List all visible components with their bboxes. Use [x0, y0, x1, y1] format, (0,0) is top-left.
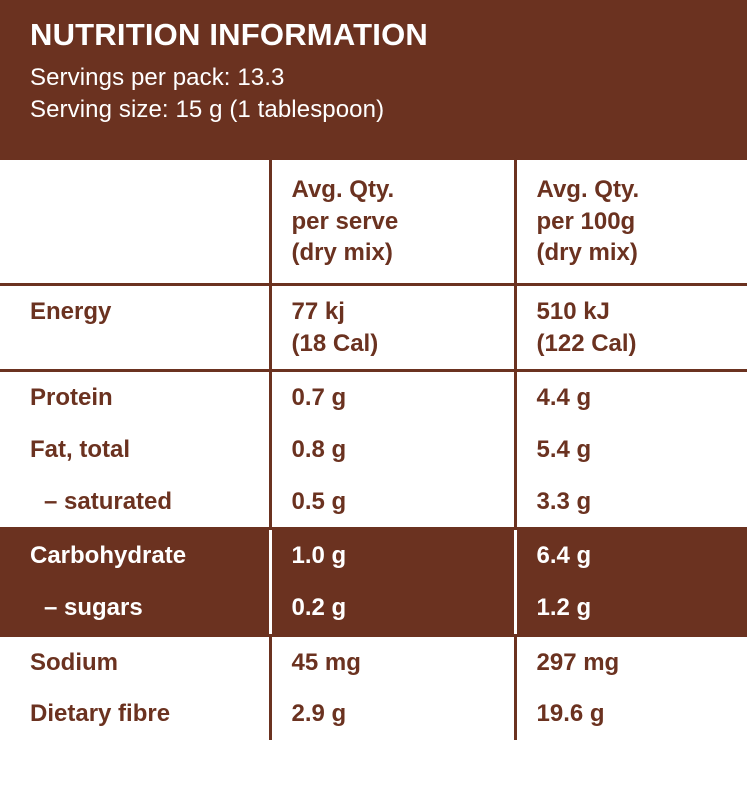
row-value-sodium-per-serve: 45 mg [270, 635, 515, 688]
column-header-blank [0, 160, 270, 285]
fat-saturated-label-text: – saturated [44, 487, 173, 515]
table-row-protein [0, 371, 747, 424]
table-row-sugars [0, 582, 747, 635]
column-header-per-serve-line3: (dry mix) [291, 239, 393, 267]
row-label-dietary-fibre: Dietary fibre [0, 688, 270, 740]
row-label-sugars [0, 582, 270, 635]
serving-size: Serving size: 15 g (1 tablespoon) [30, 96, 385, 124]
table-row-energy [0, 285, 747, 371]
column-header-per-100g-line3: (dry mix) [536, 239, 638, 267]
row-value-energy-per-100g [515, 285, 747, 371]
energy-per-serve-kj: 77 kj [291, 298, 345, 326]
row-label-sodium: Sodium [0, 635, 270, 688]
row-value-dietary-fibre-per-100g: 19.6 g [536, 700, 605, 728]
servings-per-pack: Servings per pack: 13.3 [30, 64, 285, 92]
energy-per-100g-cal: (122 Cal) [536, 329, 637, 357]
column-header-per-serve-line1: Avg. Qty. [291, 176, 395, 203]
column-header-per-100g-line2: per 100g [536, 207, 636, 235]
column-header-per-100g-line1: Avg. Qty. [536, 176, 640, 203]
row-value-protein-per-serve: 0.7 g [270, 371, 515, 424]
nutrition-table [0, 160, 747, 740]
row-value-fat-total-per-100g: 5.4 g [536, 436, 592, 464]
table-row-dietary-fibre [0, 688, 747, 740]
table-row-carbohydrate [0, 529, 747, 582]
table-row-fat-total [0, 424, 747, 476]
column-header-per-serve [270, 160, 515, 285]
row-label-fat-saturated [0, 476, 270, 529]
nutrition-header [0, 0, 747, 160]
row-label-fat-total: Fat, total [0, 424, 270, 476]
table-row-fat-saturated [0, 476, 747, 529]
row-value-carbohydrate-per-serve: 1.0 g [270, 529, 515, 582]
row-value-fat-total-per-serve: 0.8 g [270, 424, 515, 476]
row-value-fat-saturated-per-100g: 3.3 g [515, 476, 747, 529]
column-header-per-serve-line2: per serve [291, 207, 399, 235]
table-row-sodium [0, 635, 747, 688]
sugars-label-text: – sugars [44, 594, 143, 622]
row-value-sugars-per-100g: 1.2 g [515, 582, 747, 635]
row-value-carbohydrate-per-100g: 6.4 g [515, 529, 747, 582]
energy-per-serve-cal: (18 Cal) [291, 329, 379, 357]
row-value-sodium-per-100g: 297 mg [536, 648, 620, 676]
row-label-carbohydrate: Carbohydrate [0, 529, 270, 582]
row-value-energy-per-serve [270, 285, 515, 371]
row-value-dietary-fibre-per-serve: 2.9 g [270, 688, 515, 740]
row-value-protein-per-100g: 4.4 g [536, 384, 592, 412]
energy-per-100g-kj: 510 kJ [536, 298, 610, 326]
row-value-sugars-per-serve: 0.2 g [270, 582, 515, 635]
row-label-protein: Protein [0, 371, 270, 424]
row-value-fat-saturated-per-serve: 0.5 g [270, 476, 515, 529]
column-header-per-100g [515, 160, 747, 285]
page-title: NUTRITION INFORMATION [30, 17, 428, 52]
row-label-energy: Energy [0, 285, 270, 371]
table-header-row [0, 160, 747, 285]
